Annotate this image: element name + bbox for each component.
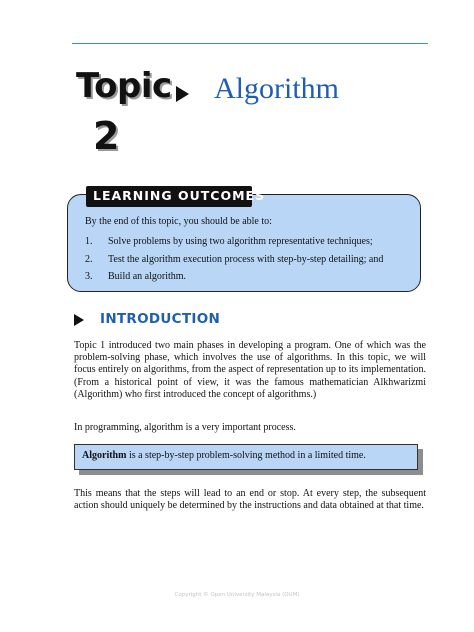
section-heading: INTRODUCTION bbox=[100, 311, 221, 327]
definition-term: Algorithm bbox=[82, 450, 127, 461]
topic-title: Algorithm bbox=[214, 72, 339, 105]
definition-text bbox=[82, 450, 366, 461]
outcome-number: 3. bbox=[85, 271, 93, 282]
copyright-footer: Copyright © Open University Malaysia (OUM) bbox=[174, 592, 300, 598]
outcome-number: 2. bbox=[85, 254, 93, 265]
outcome-text: Build an algorithm. bbox=[108, 271, 187, 282]
outcome-text: Test the algorithm execution process with step-by-step detailing; and bbox=[108, 254, 384, 265]
intro-paragraph: Topic 1 introduced two main phases in developing a program. One of which was the problem-solving phase, which involves the use of algorithms. In this topic, we will focus entirely on algorithms, from the aspect of representation up to its implementation. (From a historical point of view, it was the famous mathematician Alkhwarizmi (Algorithm) who first introduced the concept of algorithms.) bbox=[74, 340, 426, 400]
learning-outcomes-intro: By the end of this topic, you should be able to: bbox=[85, 216, 272, 227]
intro-paragraph-2: In programming, algorithm is a very important process. bbox=[74, 422, 296, 433]
topic-label: Topic bbox=[76, 66, 172, 106]
right-triangle-icon bbox=[176, 86, 189, 102]
intro-paragraph-3: This means that the steps will lead to an end or stop. At every step, the subsequent action should uniquely be determined by the instructions and data obtained at that time. bbox=[74, 488, 426, 512]
outcome-text: Solve problems by using two algorithm representative techniques; bbox=[108, 236, 373, 247]
right-triangle-icon bbox=[74, 314, 84, 326]
header-rule bbox=[72, 43, 428, 44]
topic-number: 2 bbox=[93, 114, 120, 158]
learning-outcomes-heading: LEARNING OUTCOMES bbox=[93, 188, 266, 203]
definition-body: is a step-by-step problem-solving method in a limited time. bbox=[126, 450, 366, 461]
outcome-number: 1. bbox=[85, 236, 93, 247]
